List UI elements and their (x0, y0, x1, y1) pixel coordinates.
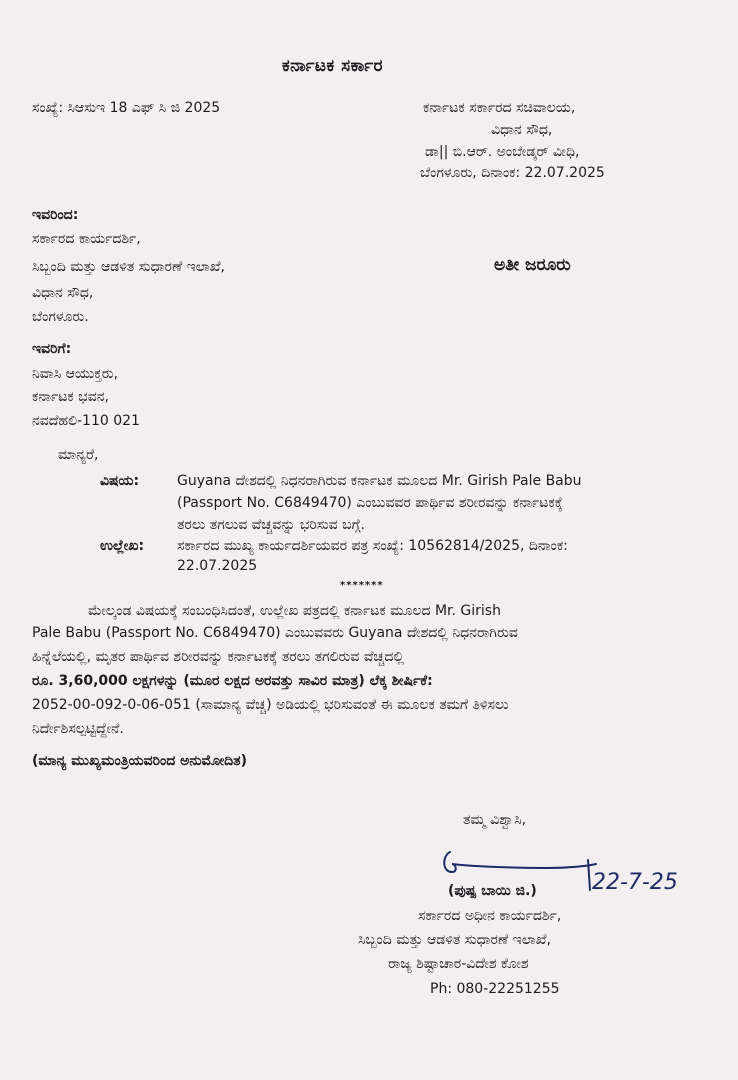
signatory-designation: ಸರ್ಕಾರದ ಅಧೀನ ಕಾರ್ಯದರ್ಶಿ, (418, 908, 562, 924)
from-line: ವಿಧಾನ ಸೌಧ, (32, 285, 94, 301)
address-line: ವಿಧಾನ ಸೌಧ, (491, 122, 553, 138)
to-line: ನವದೆಹಲಿ-110 021 (32, 413, 140, 429)
from-line: ಸರ್ಕಾರದ ಕಾರ್ಯದರ್ಶಿ, (32, 231, 141, 247)
body-line: Pale Babu (Passport No. C6849470) ಎಂಬುವವರು Guyana ದೇಶದಲ್ಲಿ ನಿಧನರಾಗಿರುವ (32, 625, 518, 641)
body-line: ಮೇಲ್ಕಂಡ ವಿಷಯಕ್ಕೆ ಸಂಬಂಧಿಸಿದಂತೆ, ಉಲ್ಲೇಖ ಪತ್ರದಲ್ಲಿ ಕರ್ನಾಟಕ ಮೂಲದ Mr. Girish (88, 603, 501, 619)
body-line: ನಿರ್ದೇಶಿಸಲ್ಪಟ್ಟಿದ್ದೇನೆ. (32, 721, 124, 737)
closing: ತಮ್ಮ ವಿಶ್ವಾಸಿ, (463, 812, 527, 828)
body-line: ಹಿನ್ನೆಲೆಯಲ್ಲಿ, ಮೃತರ ಪಾರ್ಥಿವ ಶರೀರವನ್ನು ಕರ್ನಾಟಕಕ್ಕೆ ತರಲು ತಗಲಿರುವ ವೆಚ್ಚದಲ್ಲಿ (32, 649, 404, 665)
subject-line: (Passport No. C6849470) ಎಂಬುವವರ ಪಾರ್ಥಿವ ಶರೀರವನ್ನು ಕರ್ನಾಟಕಕ್ಕೆ (177, 495, 563, 511)
body-line: 2052-00-092-0-06-051 (ಸಾಮಾನ್ಯ ವೆಚ್ಚ) ಅಡಿಯಲ್ಲಿ ಭರಿಸುವಂತೆ ಈ ಮೂಲಕ ತಮಗೆ ತಿಳಿಸಲು (32, 697, 509, 713)
signatory-name: (ಪುಷ್ಪ ಬಾಯಿ ಜಿ.) (448, 883, 537, 899)
from-line: ಬೆಂಗಳೂರು. (32, 309, 89, 325)
signatory-department: ಸಿಬ್ಬಂದಿ ಮತ್ತು ಆಡಳಿತ ಸುಧಾರಣೆ ಇಲಾಖೆ, (358, 932, 551, 948)
from-line: ಸಿಬ್ಬಂದಿ ಮತ್ತು ಆಡಳಿತ ಸುಧಾರಣೆ ಇಲಾಖೆ, (32, 259, 225, 275)
to-line: ಕರ್ನಾಟಕ ಭವನ, (32, 389, 109, 405)
to-label: ಇವರಿಗೆ: (32, 341, 72, 357)
signatory-section: ರಾಜ್ಯ ಶಿಷ್ಟಾಚಾರ-ವಿದೇಶ ಕೋಶ (388, 956, 529, 972)
subject-label: ವಿಷಯ: (100, 473, 140, 489)
approval-note: (ಮಾನ್ಯ ಮುಖ್ಯಮಂತ್ರಿಯವರಿಂದ ಅನುಮೋದಿತ) (32, 753, 247, 769)
reference-label: ಉಲ್ಲೇಖ: (100, 538, 145, 554)
from-label: ಇವರಿಂದ: (32, 207, 79, 223)
address-line: ಡಾ|| ಬಿ.ಆರ್. ಅಂಬೇಡ್ಕರ್ ವೀಧಿ, (425, 144, 580, 160)
to-line: ನಿವಾಸಿ ಆಯುಕ್ತರು, (32, 366, 119, 382)
urgent-stamp: ಅತೀ ಜರೂರು (494, 255, 571, 275)
ref-number: ಸಂಖ್ಯೆ: ಸಿಆಸುಇ 18 ಎಫ್ ಸಿ ಜಿ 2025 (32, 100, 221, 116)
address-line: ಕರ್ನಾಟಕ ಸರ್ಕಾರದ ಸಚಿವಾಲಯ, (423, 100, 576, 116)
subject-line: ತರಲು ತಗಲುವ ವೆಚ್ಚವನ್ನು ಭರಿಸುವ ಬಗ್ಗೆ. (177, 517, 365, 533)
address-line: ಬೆಂಗಳೂರು, ದಿನಾಂಕ: 22.07.2025 (420, 165, 605, 181)
page-title: ಕರ್ನಾಟಕ ಸರ್ಕಾರ (282, 56, 384, 76)
salutation: ಮಾನ್ಯರೆ, (58, 447, 99, 463)
reference-line: 22.07.2025 (177, 558, 258, 574)
body-line: ರೂ. 3,60,000 ಲಕ್ಷಗಳನ್ನು (ಮೂರ ಲಕ್ಷದ ಅರವತ್ತು ಸಾವಿರ ಮಾತ್ರ) ಲೆಕ್ಕ ಶೀರ್ಷಿಕೆ: (32, 673, 433, 689)
signatory-phone: Ph: 080-22251255 (430, 981, 560, 997)
reference-line: ಸರ್ಕಾರದ ಮುಖ್ಯ ಕಾರ್ಯದರ್ಶಿಯವರ ಪತ್ರ ಸಂಖ್ಯೆ: 10562814/2025, ದಿನಾಂಕ: (177, 538, 568, 554)
subject-line: Guyana ದೇಶದಲ್ಲಿ ನಿಧನರಾಗಿರುವ ಕರ್ನಾಟಕ ಮೂಲದ Mr. Girish Pale Babu (177, 473, 582, 489)
handwritten-date: 22-7-25 (592, 870, 678, 895)
separator: ******* (340, 580, 384, 591)
